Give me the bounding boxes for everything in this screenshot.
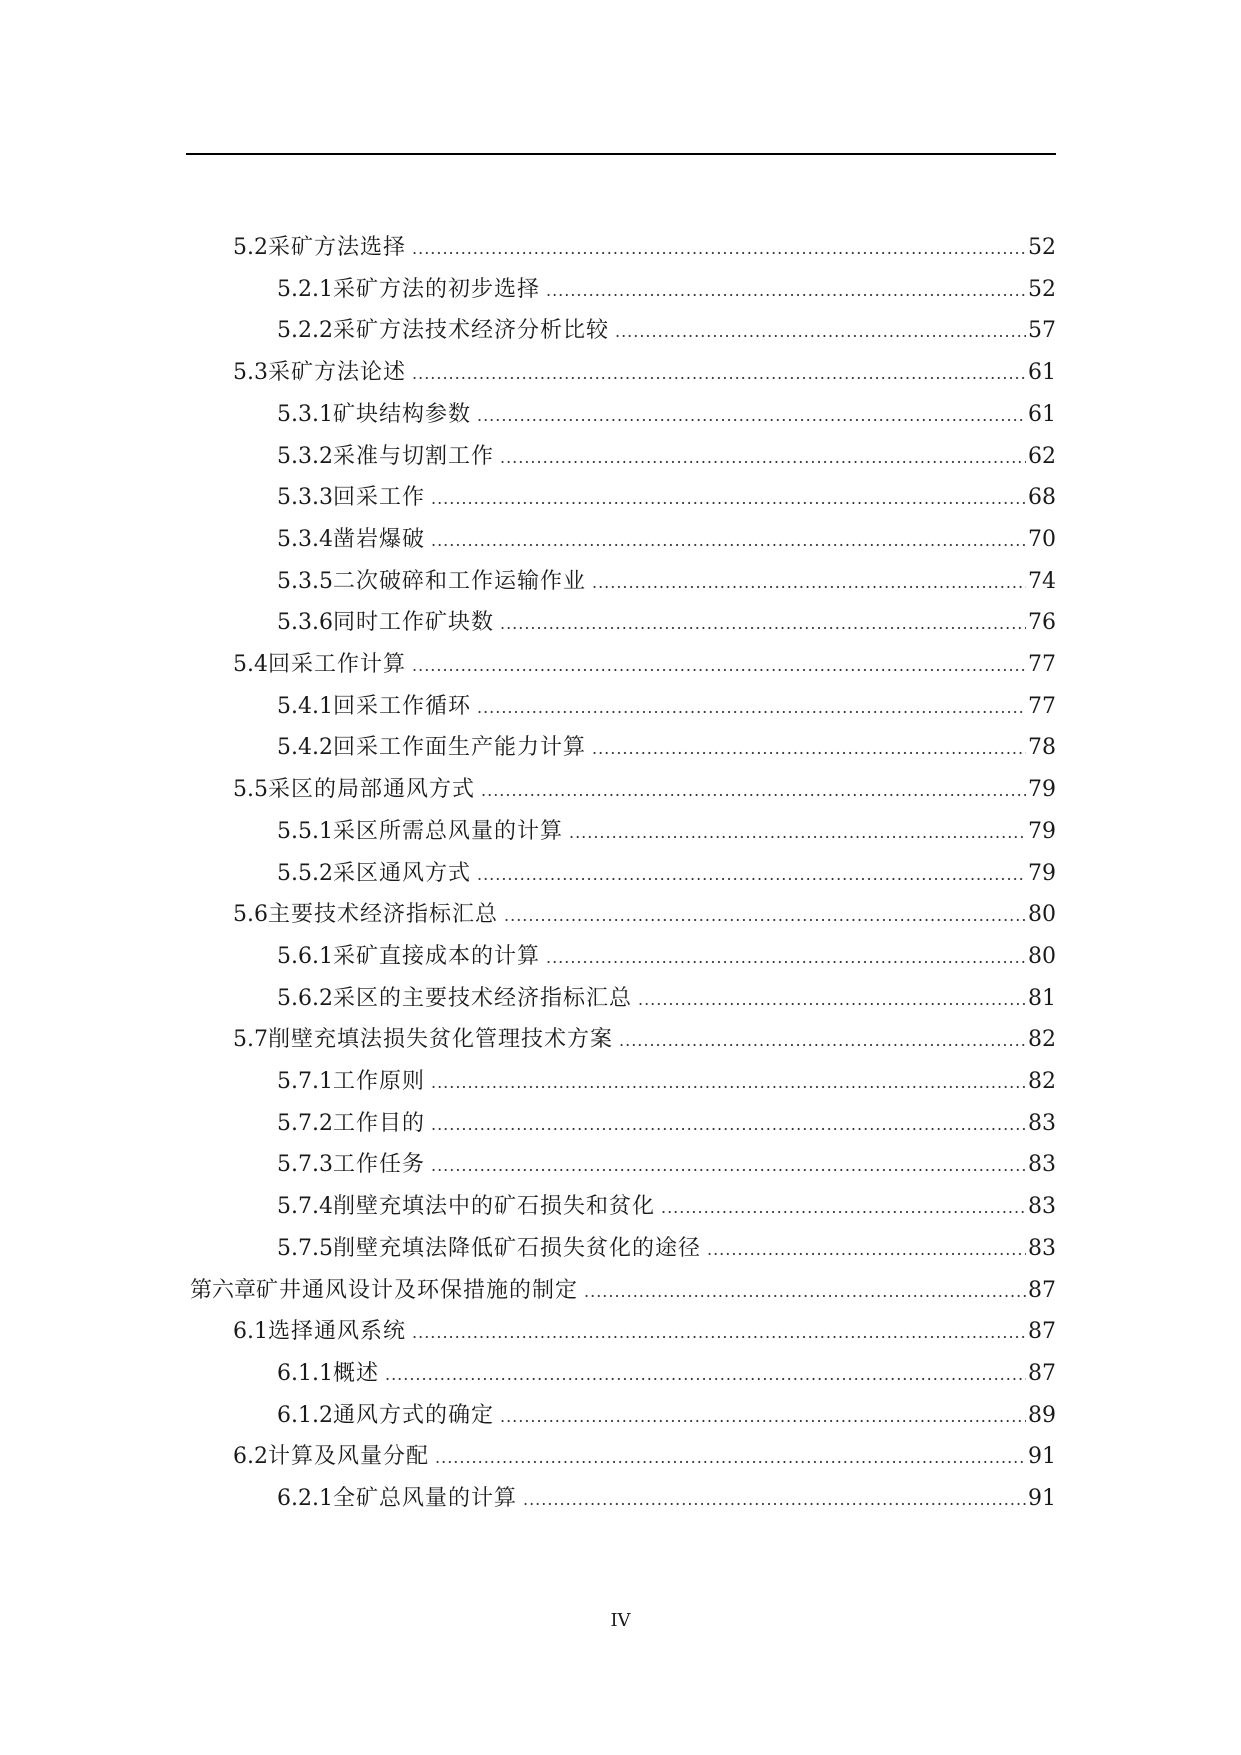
toc-leader-dots bbox=[661, 1188, 1026, 1228]
toc-entry-number: 5.6 bbox=[233, 902, 268, 928]
toc-entry-number: 5.2.1 bbox=[277, 276, 333, 302]
toc-leader-dots bbox=[592, 563, 1026, 603]
toc-leader-dots bbox=[619, 1021, 1026, 1061]
toc-leader-dots bbox=[615, 312, 1026, 352]
toc-leader-dots bbox=[412, 1313, 1026, 1353]
toc-entry-title: 矿井通风设计及环保措施的制定 bbox=[256, 1277, 579, 1303]
toc-entry[interactable] bbox=[277, 1354, 1056, 1394]
toc-entry-page: 91 bbox=[1028, 1444, 1056, 1470]
toc-entry-page: 87 bbox=[1028, 1277, 1056, 1303]
toc-leader-dots bbox=[569, 813, 1026, 853]
toc-entry-page: 77 bbox=[1028, 693, 1056, 719]
toc-entry-page: 70 bbox=[1028, 526, 1056, 552]
toc-entry-title: 回采工作计算 bbox=[268, 652, 407, 677]
toc-entry-page: 78 bbox=[1028, 735, 1056, 761]
toc-entry-title: 采矿直接成本的计算 bbox=[332, 943, 540, 969]
toc-entry-page: 87 bbox=[1028, 1360, 1056, 1386]
toc-entry-title: 回采工作面生产能力计算 bbox=[332, 735, 586, 761]
toc-entry-page: 82 bbox=[1028, 1069, 1056, 1094]
toc-leader-dots bbox=[523, 1480, 1026, 1520]
toc-entry[interactable] bbox=[277, 1145, 1056, 1185]
toc-entry-page: 79 bbox=[1028, 818, 1056, 844]
toc-entry-title: 同时工作矿块数 bbox=[332, 610, 494, 636]
toc-entry-number: 5.4.1 bbox=[277, 693, 333, 719]
toc-entry[interactable] bbox=[233, 895, 1056, 935]
toc-entry-page: 74 bbox=[1028, 568, 1056, 594]
toc-entry-number: 第六章 bbox=[190, 1277, 257, 1303]
toc-entry[interactable] bbox=[277, 1396, 1056, 1436]
toc-leader-dots bbox=[638, 980, 1026, 1020]
toc-entry[interactable] bbox=[233, 1437, 1056, 1477]
toc-entry[interactable] bbox=[190, 1271, 1056, 1311]
toc-leader-dots bbox=[431, 1063, 1026, 1103]
toc-leader-dots bbox=[477, 855, 1026, 895]
toc-entry[interactable] bbox=[277, 311, 1056, 351]
toc-entry-page: 79 bbox=[1028, 777, 1056, 803]
toc-entry[interactable] bbox=[277, 687, 1056, 727]
toc-entry-number: 5.7.3 bbox=[277, 1152, 333, 1178]
toc-entry[interactable] bbox=[277, 1229, 1056, 1269]
toc-entry-page: 61 bbox=[1028, 401, 1056, 427]
header-rule bbox=[186, 153, 1056, 155]
toc-entry-title: 主要技术经济指标汇总 bbox=[268, 902, 499, 928]
toc-leader-dots bbox=[500, 438, 1026, 478]
toc-entry-title: 采区的局部通风方式 bbox=[268, 777, 476, 803]
toc-entry-title: 回采工作循环 bbox=[332, 693, 471, 719]
toc-entry[interactable] bbox=[277, 478, 1056, 518]
toc-entry[interactable] bbox=[233, 1312, 1056, 1352]
toc-leader-dots bbox=[546, 271, 1026, 311]
toc-entry-title: 矿块结构参数 bbox=[332, 401, 471, 427]
toc-leader-dots bbox=[431, 1105, 1026, 1145]
toc-entry-number: 5.7.5 bbox=[277, 1235, 333, 1261]
toc-entry-number: 5.4.2 bbox=[277, 735, 333, 761]
toc-entry-page: 57 bbox=[1028, 318, 1056, 344]
toc-entry[interactable] bbox=[233, 353, 1056, 393]
toc-entry[interactable] bbox=[233, 645, 1056, 685]
toc-entry-page: 83 bbox=[1028, 1235, 1056, 1261]
toc-leader-dots bbox=[431, 479, 1026, 519]
toc-entry-title: 采矿方法选择 bbox=[268, 235, 407, 260]
toc-leader-dots bbox=[412, 646, 1026, 686]
toc-leader-dots bbox=[500, 1397, 1026, 1437]
toc-entry-number: 6.1 bbox=[233, 1319, 268, 1345]
page-number: IV bbox=[610, 1610, 631, 1631]
toc-leader-dots bbox=[504, 896, 1026, 936]
toc-entry-number: 5.7 bbox=[233, 1027, 268, 1053]
toc-entry-page: 77 bbox=[1028, 652, 1056, 677]
toc-entry-number: 6.1.1 bbox=[277, 1360, 333, 1386]
toc-entry[interactable] bbox=[277, 812, 1056, 852]
toc-entry[interactable] bbox=[233, 228, 1056, 268]
toc-entry-number: 5.6.1 bbox=[277, 943, 333, 969]
toc-entry[interactable] bbox=[277, 1479, 1056, 1519]
toc-entry-number: 5.7.1 bbox=[277, 1069, 333, 1094]
toc-entry-title: 工作任务 bbox=[332, 1152, 425, 1178]
toc-entry-title: 采区通风方式 bbox=[332, 860, 471, 886]
toc-leader-dots bbox=[412, 229, 1026, 269]
toc-entry-page: 82 bbox=[1028, 1027, 1056, 1053]
toc-leader-dots bbox=[584, 1272, 1026, 1312]
toc-entry-page: 52 bbox=[1028, 235, 1056, 260]
toc-entry-page: 83 bbox=[1028, 1194, 1056, 1220]
toc-entry-number: 5.7.2 bbox=[277, 1110, 333, 1136]
toc-leader-dots bbox=[412, 354, 1026, 394]
toc-leader-dots bbox=[477, 688, 1026, 728]
toc-entry-number: 5.3.1 bbox=[277, 401, 333, 427]
toc-entry[interactable] bbox=[277, 520, 1056, 560]
toc-entry-number: 5.2.2 bbox=[277, 318, 333, 344]
toc-entry-number: 5.3.3 bbox=[277, 485, 333, 511]
toc-entry-page: 87 bbox=[1028, 1319, 1056, 1345]
toc-entry-number: 5.2 bbox=[233, 235, 268, 260]
toc-entry-number: 6.2.1 bbox=[277, 1486, 333, 1511]
toc-entry-title: 回采工作 bbox=[332, 485, 425, 511]
toc-entry-title: 采准与切割工作 bbox=[332, 443, 494, 469]
toc-entry[interactable] bbox=[277, 395, 1056, 435]
toc-entry-title: 通风方式的确定 bbox=[332, 1402, 494, 1428]
toc-entry[interactable] bbox=[277, 937, 1056, 977]
toc-entry-number: 5.3.5 bbox=[277, 568, 333, 594]
toc-entry[interactable] bbox=[277, 854, 1056, 894]
toc-leader-dots bbox=[481, 771, 1026, 811]
toc-entry-title: 采区所需总风量的计算 bbox=[332, 818, 563, 844]
toc-entry-number: 5.3 bbox=[233, 360, 268, 386]
toc-entry[interactable] bbox=[277, 728, 1056, 768]
toc-entry-title: 采区的主要技术经济指标汇总 bbox=[332, 985, 632, 1011]
toc-entry-page: 89 bbox=[1028, 1402, 1056, 1428]
toc-entry-page: 68 bbox=[1028, 485, 1056, 511]
toc-entry-number: 5.6.2 bbox=[277, 985, 333, 1011]
toc-entry-title: 选择通风系统 bbox=[268, 1319, 407, 1345]
toc-entry-page: 83 bbox=[1028, 1152, 1056, 1178]
toc-entry-number: 5.5 bbox=[233, 777, 268, 803]
toc-entry[interactable] bbox=[233, 1020, 1056, 1060]
toc-entry-title: 削壁充填法降低矿石损失贫化的途径 bbox=[332, 1235, 701, 1261]
toc-entry[interactable] bbox=[277, 562, 1056, 602]
toc-entry-title: 二次破碎和工作运输作业 bbox=[332, 568, 586, 594]
toc-leader-dots bbox=[477, 396, 1026, 436]
toc-entry[interactable] bbox=[277, 437, 1056, 477]
toc-entry-number: 5.5.1 bbox=[277, 818, 333, 844]
toc-entry-number: 5.3.4 bbox=[277, 526, 333, 552]
toc-leader-dots bbox=[431, 1146, 1026, 1186]
toc-entry-page: 79 bbox=[1028, 860, 1056, 886]
toc-entry-page: 81 bbox=[1028, 985, 1056, 1011]
toc-leader-dots bbox=[707, 1230, 1026, 1270]
toc-entry-page: 83 bbox=[1028, 1110, 1056, 1136]
toc-entry-page: 76 bbox=[1028, 610, 1056, 636]
toc-entry-page: 91 bbox=[1028, 1486, 1056, 1511]
toc-entry-title: 削壁充填法中的矿石损失和贫化 bbox=[332, 1194, 655, 1220]
toc-entry-number: 5.3.6 bbox=[277, 610, 333, 636]
toc-entry-title: 采矿方法的初步选择 bbox=[332, 276, 540, 302]
toc-entry-title: 全矿总风量的计算 bbox=[332, 1486, 517, 1511]
toc-entry[interactable] bbox=[233, 770, 1056, 810]
toc-entry[interactable] bbox=[277, 603, 1056, 643]
toc-entry-title: 工作目的 bbox=[332, 1110, 425, 1136]
toc-entry-page: 52 bbox=[1028, 276, 1056, 302]
toc-entry-number: 6.1.2 bbox=[277, 1402, 333, 1428]
toc-entry[interactable] bbox=[277, 270, 1056, 310]
toc-entry-title: 概述 bbox=[332, 1360, 379, 1386]
toc-entry[interactable] bbox=[277, 979, 1056, 1019]
toc-entry-number: 5.3.2 bbox=[277, 443, 333, 469]
toc-entry[interactable] bbox=[277, 1104, 1056, 1144]
toc-entry-number: 5.7.4 bbox=[277, 1194, 333, 1220]
toc-leader-dots bbox=[435, 1438, 1026, 1478]
toc-entry-number: 5.4 bbox=[233, 652, 268, 677]
toc-entry-number: 5.5.2 bbox=[277, 860, 333, 886]
toc-entry[interactable] bbox=[277, 1062, 1056, 1102]
toc-entry-number: 6.2 bbox=[233, 1444, 268, 1470]
toc-entry-page: 80 bbox=[1028, 902, 1056, 928]
toc-leader-dots bbox=[431, 521, 1026, 561]
toc-entry-title: 凿岩爆破 bbox=[332, 526, 425, 552]
toc-entry-page: 80 bbox=[1028, 943, 1056, 969]
toc-entry-title: 采矿方法论述 bbox=[268, 360, 407, 386]
toc-entry-page: 61 bbox=[1028, 360, 1056, 386]
toc-entry-title: 削壁充填法损失贫化管理技术方案 bbox=[268, 1027, 614, 1053]
toc-leader-dots bbox=[385, 1355, 1026, 1395]
toc-entry-title: 工作原则 bbox=[332, 1069, 425, 1094]
toc-entry-title: 计算及风量分配 bbox=[268, 1444, 430, 1470]
toc-leader-dots bbox=[546, 938, 1026, 978]
toc-entry-page: 62 bbox=[1028, 443, 1056, 469]
toc-leader-dots bbox=[592, 729, 1026, 769]
toc-entry[interactable] bbox=[277, 1187, 1056, 1227]
toc-leader-dots bbox=[500, 604, 1026, 644]
toc-entry-title: 采矿方法技术经济分析比较 bbox=[332, 318, 609, 344]
